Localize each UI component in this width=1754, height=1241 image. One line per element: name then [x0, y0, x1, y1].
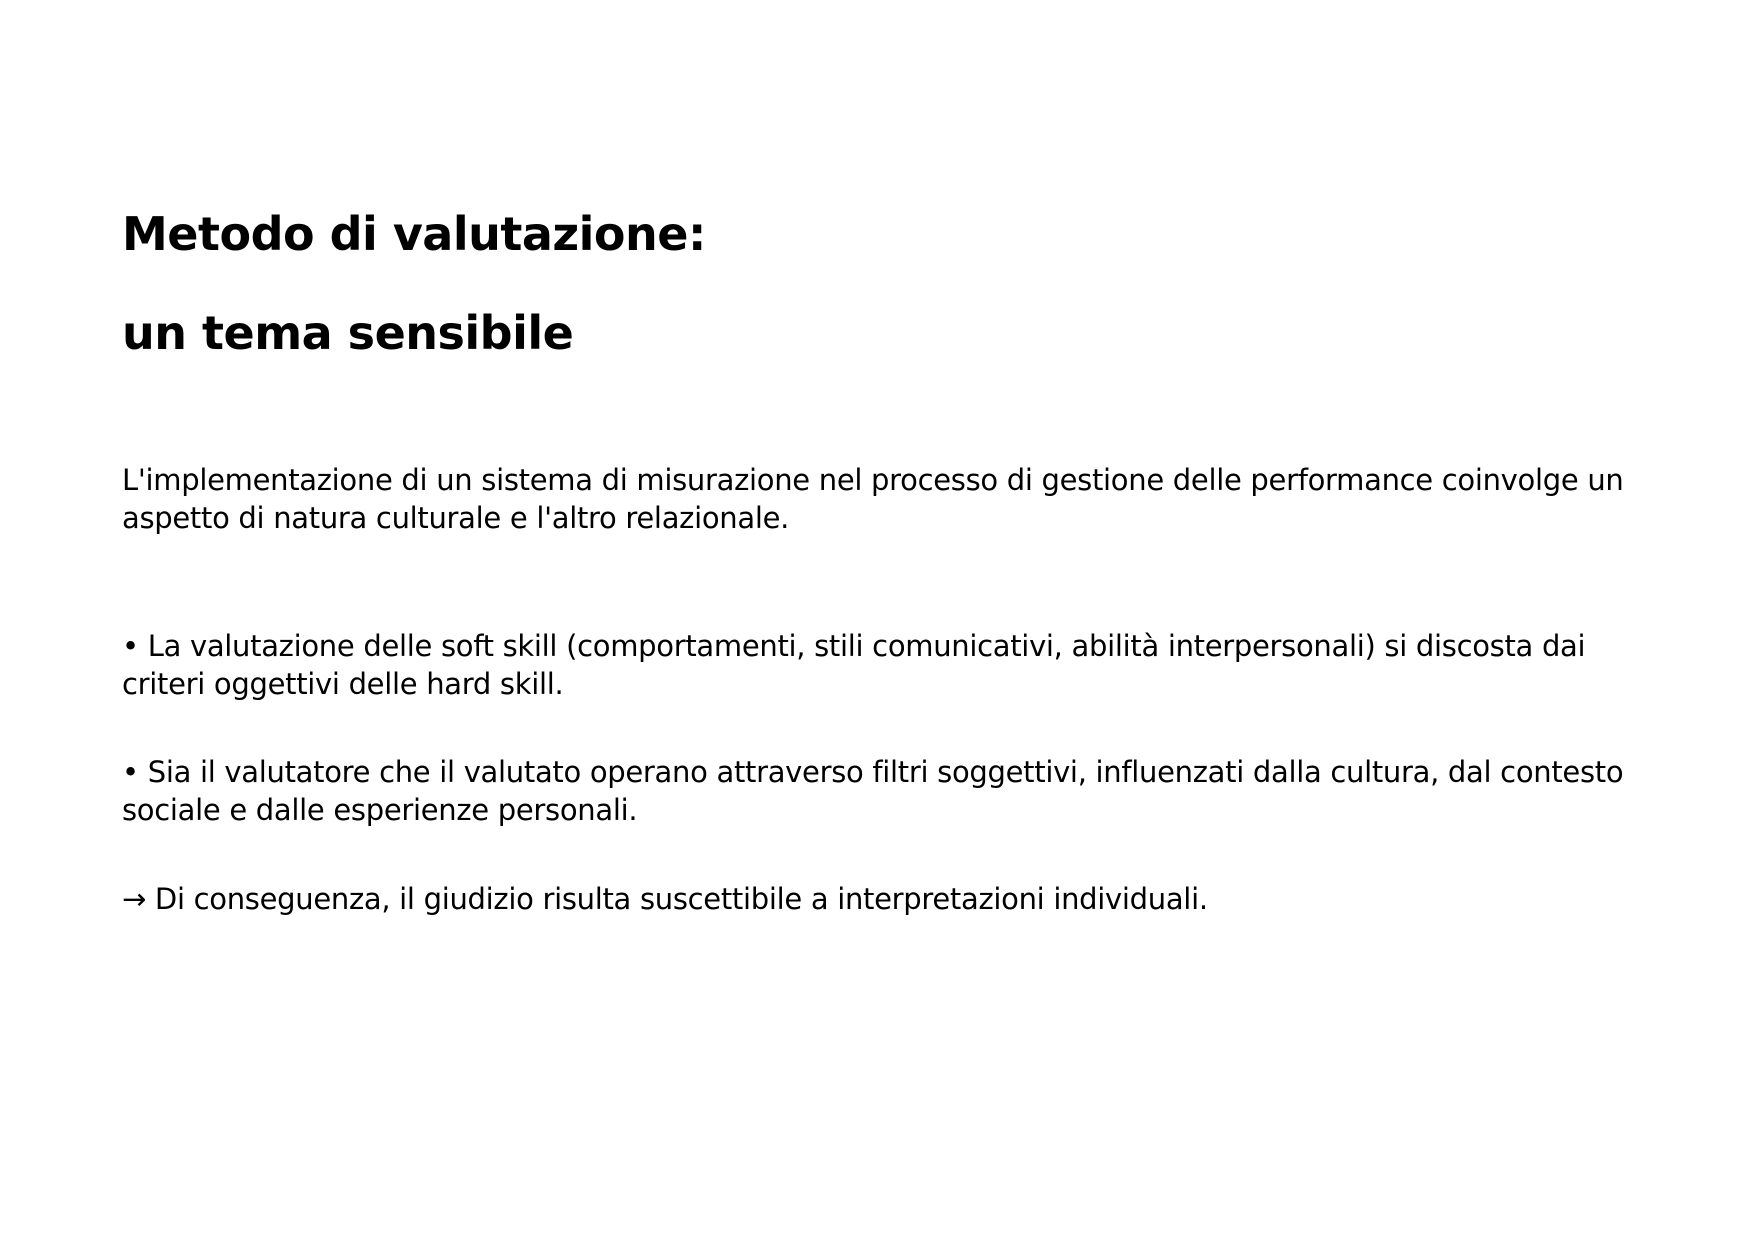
- bullet-item: • La valutazione delle soft skill (comportamenti, stili comunicativi, abilità interpersonali) si discosta dai criteri oggettivi delle hard skill.: [122, 629, 1586, 701]
- title-line-1: Metodo di valutazione:: [122, 207, 706, 261]
- intro-paragraph: L'implementazione di un sistema di misurazione nel processo di gestione delle performance coinvolge un aspetto di natura culturale e l'altro relazionale.: [122, 463, 1624, 535]
- title-line-2: un tema sensibile: [122, 306, 574, 360]
- bullet-item: • Sia il valutatore che il valutato operano attraverso filtri soggettivi, influenzati dalla cultura, dal contesto sociale e dalle esperienze personali.: [122, 755, 1624, 827]
- conclusion-paragraph: → Di conseguenza, il giudizio risulta suscettibile a interpretazioni individuali.: [122, 882, 1208, 916]
